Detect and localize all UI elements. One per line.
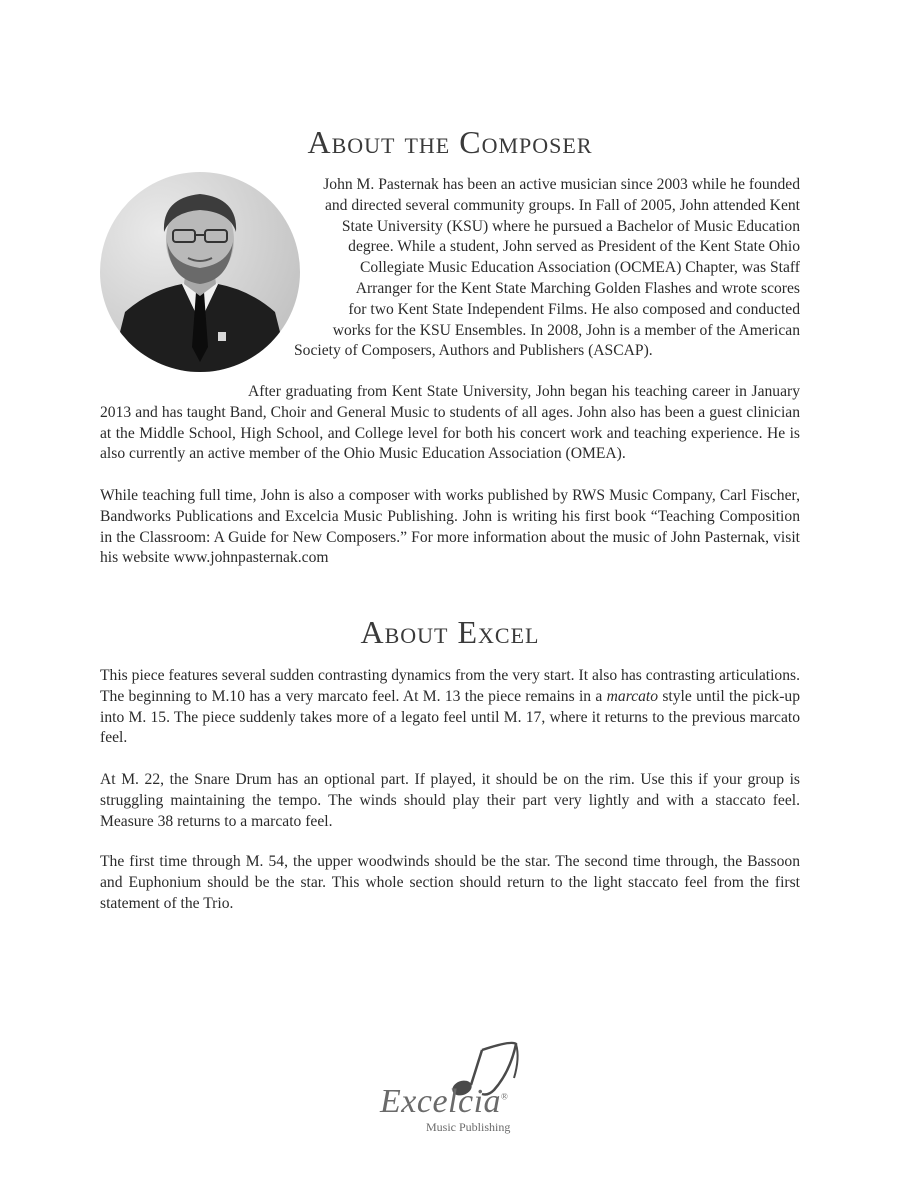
intro-line: for two Kent State Independent Films. He also composed and conducted bbox=[348, 300, 800, 318]
excel-paragraph-1 bbox=[100, 666, 800, 749]
about-excel-heading: About Excel bbox=[360, 614, 540, 650]
composer-teaching-paragraph: After graduating from Kent State University, John began his teaching career in January 2013 and has taught Band, Choir and General Music to students of all ages. John also has been a guest clinician at the Middle School, High School, and College level for both his concert work and teaching experience. He is also currently an active member of the Ohio Music Education Association (OMEA). bbox=[100, 383, 800, 463]
intro-line: works for the KSU Ensembles. In 2008, John is a member of the American bbox=[332, 321, 800, 339]
intro-line: Society of Composers, Authors and Publishers (ASCAP). bbox=[294, 342, 653, 360]
logo-registered-mark: ® bbox=[501, 1091, 509, 1102]
composer-publishing-paragraph: While teaching full time, John is also a composer with works published by RWS Music Company, Carl Fischer, Bandworks Publications and Excelcia Music Publishing. John is writing his first book “Teaching Composition in the Classroom: A Guide for New Composers.” For more information about the music of John Pasternak, visit his website www.johnpasternak.com bbox=[100, 487, 800, 567]
composer-intro bbox=[0, 175, 800, 362]
logo-wordmark bbox=[380, 1083, 508, 1121]
intro-line: John M. Pasternak has been an active musician since 2003 while he founded bbox=[323, 176, 800, 193]
excel-paragraph-3: The first time through M. 54, the upper woodwinds should be the star. The second time through, the Bassoon and Euphonium should be the star. This whole section should return to the light staccato feel from the first statement of the Trio. bbox=[100, 853, 800, 912]
excel-p1-text-b: style until the pick-up into M. 15. The piece suddenly takes more of a legato feel until M. 17, where it returns to the previous marcato feel. bbox=[100, 687, 800, 747]
excel-p1-text-a: This piece features several sudden contrasting dynamics from the very start. It also has contrasting articulations. The beginning to M.10 has a very marcato feel. At M. 13 the piece remains in a bbox=[100, 667, 800, 705]
about-composer-heading: About the Composer bbox=[307, 124, 593, 160]
intro-line: and directed several community groups. In Fall of 2005, John attended Kent bbox=[324, 196, 800, 214]
intro-line: Collegiate Music Education Association (OCMEA) Chapter, was Staff bbox=[360, 259, 800, 277]
excel-paragraph-2: At M. 22, the Snare Drum has an optional part. If played, it should be on the rim. Use this if your group is struggling maintaining the tempo. The winds should play their part very lightly and with a staccato feel. Measure 38 returns to a marcato feel. bbox=[100, 771, 800, 830]
logo-subtitle: Music Publishing bbox=[426, 1120, 511, 1134]
intro-line: State University (KSU) where he pursued a Bachelor of Music Education bbox=[341, 217, 800, 235]
excel-p1-emphasis: marcato bbox=[606, 687, 659, 705]
intro-line: degree. While a student, John served as President of the Kent State Ohio bbox=[348, 238, 800, 256]
intro-line: Arranger for the Kent State Marching Golden Flashes and wrote scores bbox=[355, 279, 800, 297]
excelcia-logo bbox=[370, 1038, 530, 1138]
logo-name: Excelcia bbox=[380, 1083, 502, 1120]
